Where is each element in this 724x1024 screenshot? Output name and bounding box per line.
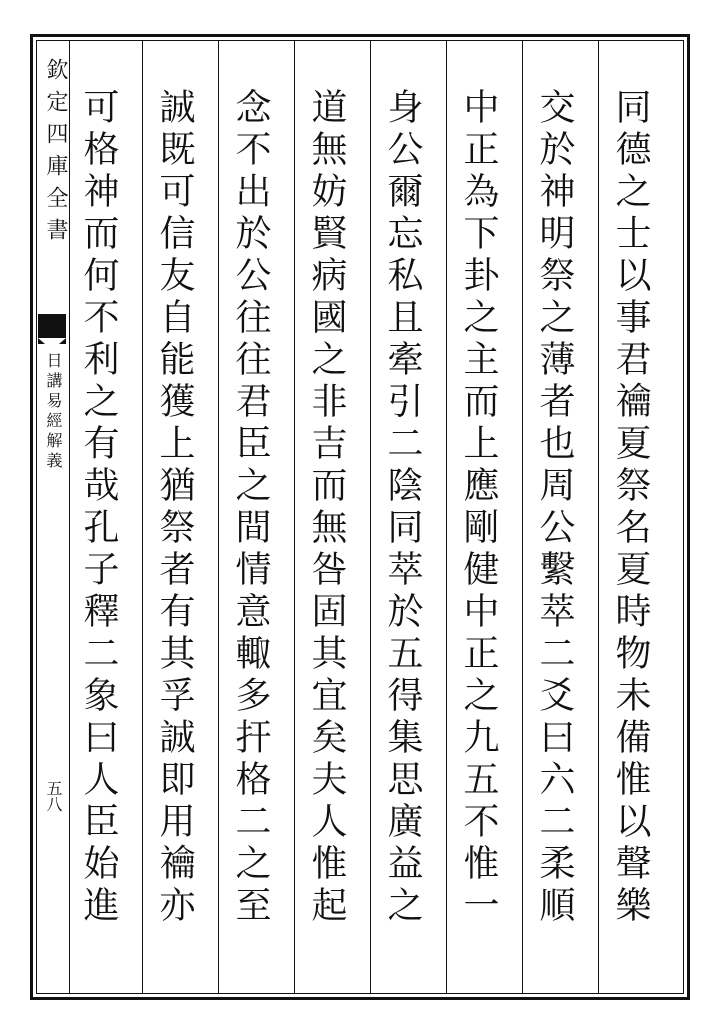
column-divider [598, 40, 599, 994]
page-number: 五八 [44, 780, 63, 812]
text-column-8: 可格神而何不利之有哉孔子釋二象曰人臣始進 [78, 88, 119, 928]
page-border-inner [36, 40, 684, 994]
column-divider [522, 40, 523, 994]
text-column-3: 中正為下卦之主而上應剛健中正之九五不惟一 [458, 88, 499, 928]
column-divider [294, 40, 295, 994]
text-column-5: 道無妨賢病國之非吉而無咎固其宜矣夫人惟起 [306, 88, 347, 928]
fishtail-notch [38, 338, 66, 350]
text-column-6: 念不出於公往往君臣之間情意輙多扞格二之至 [230, 88, 271, 928]
column-divider [446, 40, 447, 994]
column-divider [218, 40, 219, 994]
text-column-7: 誠既可信友自能獲上猶祭者有其孚誠即用禴亦 [154, 88, 195, 928]
book-title: 欽定四庫全書 [43, 58, 68, 250]
text-column-4: 身公爾忘私且牽引二陰同萃於五得集思廣益之 [382, 88, 423, 928]
text-column-2: 交於神明祭之薄者也周公繫萃二爻曰六二柔順 [534, 88, 575, 928]
column-divider [370, 40, 371, 994]
text-column-1: 同德之士以事君禴夏祭名夏時物未備惟以聲樂 [610, 88, 651, 928]
book-subtitle: 日講易經解義 [44, 352, 63, 472]
column-divider [142, 40, 143, 994]
